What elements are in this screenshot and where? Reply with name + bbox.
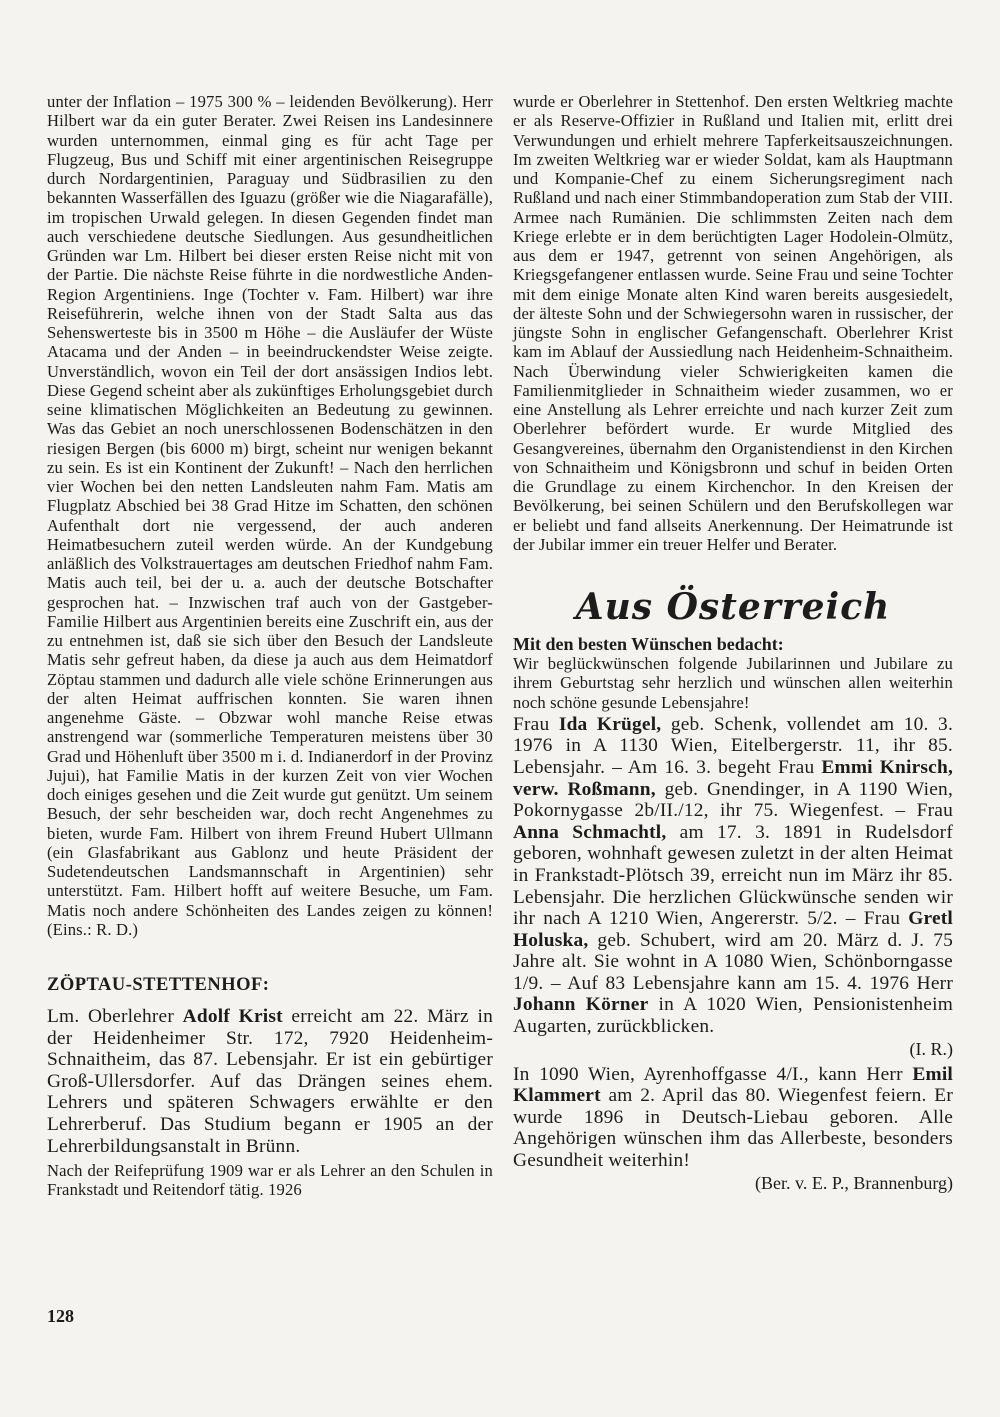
krist-birthday-paragraph xyxy=(47,1006,493,1157)
text-segment: am 2. April das 80. Wiegenfest feiern. Er wurde 1896 in Deutsch-Liebau geboren. Alle Angehörigen wünschen ihm das Allerbeste, besonders Gesundheit weiterhin! xyxy=(513,1085,953,1172)
left-column xyxy=(47,92,493,1200)
person-name: Gretl Holuska, xyxy=(513,908,953,951)
person-name: Ida Krügel, xyxy=(558,713,662,735)
krist-career-paragraph: Nach der Reifeprüfung 1909 war er als Lehrer an den Schulen in Frankstadt und Reitendorf tätig. 1926 xyxy=(47,1161,493,1200)
signature-ber-ep: (Ber. v. E. P., Brannenburg) xyxy=(755,1172,953,1193)
right-column xyxy=(513,92,953,1194)
birthdays-paragraph xyxy=(513,714,953,1038)
krist-biography-paragraph: wurde er Oberlehrer in Stettenhof. Den ersten Weltkrieg machte er als Reserve-Offizier in Rußland und Italien mit, erlitt drei Verwundungen und erhielt mehrere Tapferkeitsauszeichnungen. Im zweiten Weltkrieg war er wieder Soldat, kam als Hauptmann und Kompanie-Chef zu einem Sicherungsregiment nach Rußland und nach einer Stimmbandoperation zum Stab der VIII. Armee nach Rumänien. Die schlimmsten Zeiten nach dem Kriege erlebte er in dem berüchtigten Lager Hodolein-Olmütz, aus dem er 1947, getrennt von seinen Angehörigen, als Kriegsgefangener entlassen wurde. Seine Frau und seine Tochter mit dem einige Monate alten Kind waren bereits ausgesiedelt, der älteste Sohn und der Schwiegersohn waren in russischer, der jüngste Sohn in englischer Gefangenschaft. Oberlehrer Krist kam im Ablauf der Aussiedlung nach Heidenheim-Schnaitheim. Nach Überwindung vieler Schwierigkeiten kamen die Familienmitglieder in Schnaitheim wieder zusammen, wo er eine Anstellung als Lehrer erreichte und nach kurzer Zeit zum Oberlehrer befördert wurde. Er wurde Mitglied des Gesangvereines, übernahm den Organistendienst in den Kirchen von Schnaitheim und Königsbronn und schuf in beiden Orten die Grundlage zu einem Kirchenchor. In den Kreisen der Bevölkerung, bei seinen Schülern und den Berufskollegen war er beliebt und fand allseits Anerkennung. Der Heimatrunde ist der Jubilar immer ein treuer Helfer und Berater. xyxy=(513,92,953,554)
person-name: Adolf Krist xyxy=(182,1006,283,1027)
text-segment: geb. Gnendinger, in A 1190 Wien, Pokornygasse 2b/II./12, ihr 75. Wiegenfest. – Frau xyxy=(513,778,953,822)
argentina-travel-paragraph: unter der Inflation – 1975 300 % – leidenden Bevölkerung). Herr Hilbert war da ein guter Berater. Zwei Reisen ins Landesinnere wurden unternommen, einmal ging es für acht Tage per Flugzeug, Bus und Schiff mit einer argentinischen Reisegruppe durch Nordargentinien, Paraguay und Südbrasilien zu den bekannten Wasserfällen des Iguazu (größer wie die Niagarafälle), im tropischen Urwald gelegen. In diesen Gegenden findet man auch verschiedene deutsche Siedlungen. Aus gesundheitlichen Gründen war Lm. Hilbert bei dieser ersten Reise nicht mit von der Partie. Die nächste Reise führte in die nordwestliche Anden-Region Argentiniens. Inge (Tochter v. Fam. Hilbert) war ihre Reiseführerin, welche ihnen von der Stadt Salta aus das Sehenswerteste bis in 3500 m Höhe – die Ausläufer der Wüste Atacama und der Anden – in beeindruckendster Weise zeigte. Unverständlich, wovon ein Teil der dort ansässigen Indios lebt. Diese Gegend scheint aber als zukünftiges Erholungsgebiet durch seine klimatischen Möglichkeiten an Bedeutung zu gewinnen. Was das Gebiet an noch unerschlossenen Bodenschätzen in den riesigen Bergen (bis 6000 m) birgt, scheint nur wenigen bekannt zu sein. Es ist ein Kontinent der Zukunft! – Nach den herrlichen vier Wochen bei den netten Landsleuten nahm Fam. Matis am Flugplatz Abschied bei 38 Grad Hitze im Schatten, den schönen Aufenthalt dort nie vergessend, der auch anderen Heimatbesuchern zuteil werden würde. An der Kundgebung anläßlich des Volkstrauertages am deutschen Friedhof nahm Fam. Matis auch teil, bei der u. a. auch der deutsche Botschafter gesprochen hat. – Inzwischen traf auch von der Gastgeber-Familie Hilbert aus Argentinien bereits eine Zuschrift ein, aus der zu entnehmen ist, daß sie sich über den Besuch der Landsleute Matis sehr gefreut haben, da diese ja auch aus dem Heimatdorf Zöptau stammen und dadurch alle viele schöne Erinnerungen aus der alten Heimat auffrischen konnten. Sie waren ihnen angenehme Gäste. – Obzwar wohl manche Reise etwas anstrengend war (sommerliche Temperaturen meistens über 30 Grad und Höhenluft über 3500 m i. d. Indianerdorf in der Provinz Jujui), hat Familie Matis in der kurzen Zeit von vier Wochen doch einiges gesehen und die Zeit wurde gut genützt. Um seinem Besuch, der sehr bescheiden war, doch recht Angenehmes zu bieten, wurde Fam. Hilbert von ihrem Freund Hubert Ullmann (ein Glasfabrikant aus Gablonz und heute Präsident der Sudetendeutschen Landsmannschaft in Argentinien) sehr unterstützt. Fam. Hilbert hofft auf weitere Besuche, um Fam. Matis noch andere Schönheiten des Landes zeigen zu können! (Eins.: R. D.) xyxy=(47,92,494,939)
person-name: Johann Körner xyxy=(513,994,649,1016)
text-segment: in A 1020 Wien, Pensionistenheim Augarten, zurückblicken. xyxy=(513,994,953,1038)
text-segment: geb. Schenk, vollendet am 10. 3. 1976 in A 1130 Wien, Eitelbergerstr. 11, ihr 85. Lebensjahr. – Am 16. 3. begeht Frau xyxy=(513,713,953,778)
text-segment: am 17. 3. 1891 in Rudelsdorf geboren, wohnhaft gewesen zuletzt in der alten Heimat in Frankstadt-Plötsch 39, erreicht nun im März ihr 85. Lebensjahr. Die herzlichen Glückwünsche senden wir ihr nach A 1210 Wien, Angererstr. 5/2. – Frau xyxy=(513,821,953,930)
person-name: Emmi Knirsch, verw. Roßmann, xyxy=(513,756,953,800)
subheading-best-wishes: Mit den besten Wünschen bedacht: xyxy=(513,634,784,654)
signature-ir: (I. R.) xyxy=(909,1038,953,1059)
text-segment: Lm. Oberlehrer xyxy=(47,1006,183,1027)
text-segment: erreicht am 22. März in der Heidenheimer Str. 172, 7920 Heidenheim-Schnaitheim, das 87. Lebensjahr. Er ist ein gebürtiger Groß-Ullersdorfer. Auf das Drängen seines ehem. Lehrers und späteren Schwagers erwählte er den Lehrerberuf. Das Studium begann er 1905 an der Lehrerbildungsanstalt in Brünn. xyxy=(47,1006,493,1157)
intro-paragraph: Wir beglückwünschen folgende Jubilarinnen und Jubilare zu ihrem Geburtstag sehr herzlich und wünschen allen weiterhin noch schöne gesunde Lebensjahre! xyxy=(513,654,953,712)
text-segment: geb. Schubert, wird am 20. März d. J. 75 Jahre alt. Sie wohnt in A 1080 Wien, Schönborngasse 1/9. – Auf 83 Lebensjahre kann am 15. 4. 1976 Herr xyxy=(513,929,953,994)
section-heading-zoeptau-stettenhof: ZÖPTAU-STETTENHOF: xyxy=(47,975,270,995)
text-segment: Frau xyxy=(513,713,559,735)
person-name: Anna Schmachtl, xyxy=(513,821,667,843)
klammert-paragraph xyxy=(513,1064,953,1172)
page-number: 128 xyxy=(47,1306,74,1326)
person-name: Emil Klammert xyxy=(513,1063,953,1107)
text-segment: In 1090 Wien, Ayrenhoffgasse 4/I., kann Herr xyxy=(513,1063,913,1085)
section-title-aus-oesterreich: Aus Österreich xyxy=(575,586,891,628)
